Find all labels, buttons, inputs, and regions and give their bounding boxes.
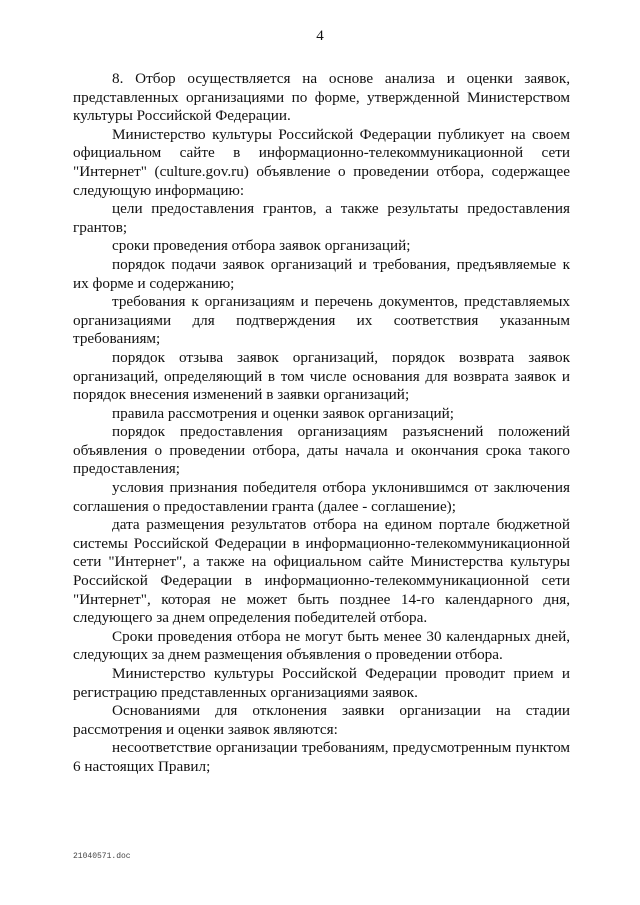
page-number: 4 bbox=[316, 28, 324, 44]
paragraph-registration: Министерство культуры Российской Федерации проводит прием и регистрацию представленных организациями заявок. bbox=[73, 665, 570, 701]
paragraph-withdrawal-order: порядок отзыва заявок организаций, порядок возврата заявок организаций, определяющий в том числе основания для возврата заявок и порядок внесения изменений в заявки организаций; bbox=[73, 348, 570, 404]
paragraph-evasion-conditions: условия признания победителя отбора уклонившимся от заключения соглашения о предоставлении гранта (далее - соглашение); bbox=[73, 479, 570, 515]
paragraph-submission-order: порядок подачи заявок организаций и требования, предъявляемые к их форме и содержанию; bbox=[73, 255, 570, 292]
paragraph-review-rules: правила рассмотрения и оценки заявок организаций; bbox=[112, 404, 455, 422]
paragraph-rejection-grounds: Основаниями для отклонения заявки организации на стадии рассмотрения и оценки заявок являются: bbox=[73, 702, 570, 738]
paragraph-noncompliance: несоответствие организации требованиям, предусмотренным пунктом 6 настоящих Правил; bbox=[73, 739, 570, 775]
paragraph-organization-requirements: требования к организациям и перечень документов, представляемых организациями для подтверждения их соответствия указанным требованиям; bbox=[73, 293, 570, 348]
paragraph-selection-duration: Сроки проведения отбора не могут быть менее 30 календарных дней, следующих за днем размещения объявления о проведении отбора. bbox=[73, 627, 570, 664]
paragraph-clarifications: порядок предоставления организациям разъяснений положений объявления о проведении отбора, даты начала и окончания срока такого предоставления; bbox=[73, 423, 570, 478]
paragraph-selection-basis: 8. Отбор осуществляется на основе анализа и оценки заявок, представленных организациями по форме, утвержденной Министерством культуры Российской Федерации. bbox=[73, 70, 570, 125]
paragraph-results-publication: дата размещения результатов отбора на едином портале бюджетной системы Российской Федерации в информационно-телекоммуникационной сети "Интернет", а также на официальном сайте Министерства культуры Российской Федерации в информационно-телекоммуникационной сети "Интернет", которая не может быть позднее 14-го календарного дня, следующего за днем определения победителей отбора. bbox=[73, 516, 570, 627]
document-body bbox=[73, 70, 570, 777]
paragraph-grant-goals: цели предоставления грантов, а также результаты предоставления грантов; bbox=[73, 200, 570, 236]
paragraph-selection-dates: сроки проведения отбора заявок организаций; bbox=[112, 237, 411, 255]
footer-document-code: 21040571.doc bbox=[73, 852, 131, 861]
paragraph-announcement: Министерство культуры Российской Федерации публикует на своем официальном сайте в информационно-телекоммуникационной сети "Интернет" (culture.gov.ru) объявление о проведении отбора, содержащее следующую информацию: bbox=[73, 125, 570, 199]
